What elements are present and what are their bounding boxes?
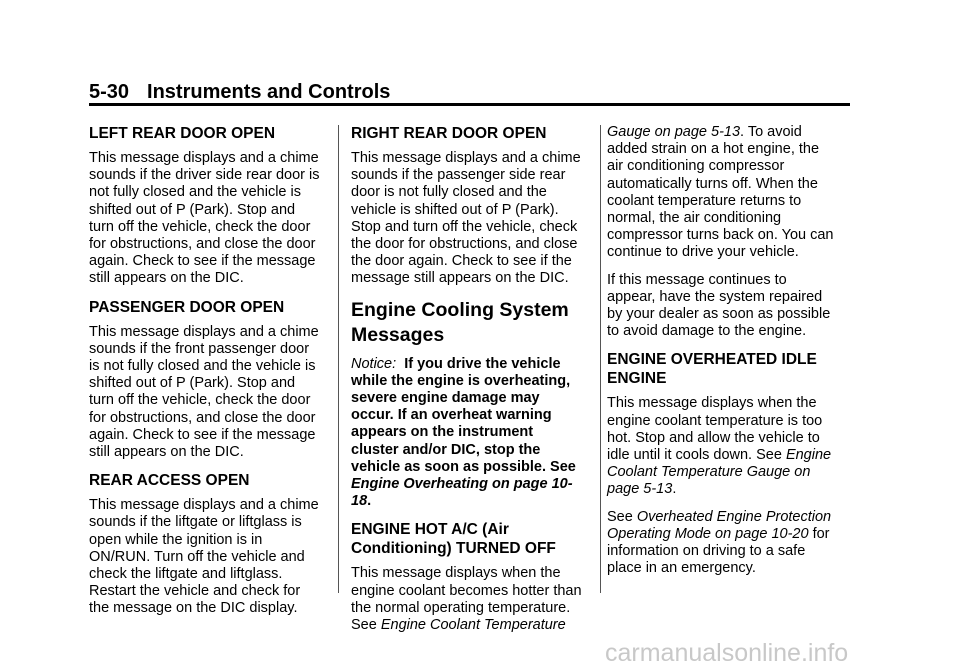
paragraph-rear-access: This message displays and a chime sounds if the liftgate or liftglass is open while the ignition is in ON/RUN. Turn off the vehicle and check the liftgate and liftglass. Restart the vehicle and check for the message on the DIC display. — [89, 497, 319, 617]
paragraph-engine-overheated: This message displays when the engine coolant temperature is too hot. Stop and allow the vehicle to idle until it cools down. See Engine Coolant Temperature Gauge on page 5-13. — [607, 395, 832, 498]
section-passenger-door — [89, 298, 321, 462]
section-left-rear-door — [89, 124, 321, 288]
paragraph-message-continues: If this message continues to appear, have the system repaired by your dealer as soon as possible to avoid damage to the engine. — [607, 271, 831, 340]
watermark: carmanualsonline.info — [605, 639, 849, 667]
heading-rear-access-open: REAR ACCESS OPEN — [89, 472, 250, 490]
column-1 — [89, 124, 321, 628]
notice-label: Notice: — [351, 355, 397, 372]
paragraph-engine-hot: This message displays when the engine coolant becomes hotter than the normal operating temperature. See Engine Coolant Temperature — [351, 565, 582, 634]
gauge-cross-reference: Gauge on page 5-13 — [607, 124, 741, 140]
paragraph-engine-hot-continued: Gauge on page 5-13. To avoid added strain on a hot engine, the air conditioning compressor automatically turns off. When the coolant temperature returns to normal, the air conditioning compressor turns back on. You can continue to drive your vehicle. — [607, 124, 834, 261]
notice-text: If you drive the vehicle while the engine is overheating, severe engine damage may occur. If an overheat warning appears on the instrument cluster and/or DIC, stop the vehicle as soon as possible. See — [351, 355, 576, 475]
protection-mode-cross-reference: Overheated Engine Protection Operating Mode on page 10-20 — [607, 508, 832, 542]
paragraph-passenger-door: This message displays and a chime sounds if the front passenger door is not fully closed and the vehicle is shifted out of P (Park). Stop and turn off the vehicle, check the door for obstructions, and close the door again. Check to see if the message still appears on the DIC. — [89, 323, 319, 461]
heading-engine-overheated-idle-engine: ENGINE OVERHEATED IDLE ENGINE — [607, 351, 817, 388]
heading-engine-cooling-system-messages: Engine Cooling System Messages — [351, 298, 569, 346]
column-divider — [338, 125, 339, 593]
heading-right-rear-door-open: RIGHT REAR DOOR OPEN — [351, 125, 547, 142]
column-divider — [600, 125, 601, 593]
overheated-cross-reference: Engine Coolant Temperature Gauge on page 5-13 — [607, 447, 832, 498]
column-2 — [351, 124, 583, 644]
paragraph-right-rear-door: This message displays and a chime sounds if the passenger side rear door is not fully closed and the vehicle is shifted out of P (Park). Stop and turn off the vehicle, check the door for obstructions, and close the door again. Check to see if the message still appears on the DIC. — [351, 150, 581, 287]
paragraph-left-rear-door: This message displays and a chime sounds if the driver side rear door is not fully closed and the vehicle is shifted out of P (Park). Stop and turn off the vehicle, check the door for obstructions, and close the door again. Check to see if the message still appears on the DIC. — [89, 150, 320, 287]
notice-paragraph: Notice: If you drive the vehicle while the engine is overheating, severe engine damage may occur. If an overheat warning appears on the instrument cluster and/or DIC, stop the vehicle as soon as possible. See Engine Overheating on page 10-18. — [351, 355, 576, 510]
paragraph-protection-mode: See Overheated Engine Protection Operating Mode on page 10-20 for information on driving to a safe place in an emergency. — [607, 508, 832, 577]
header-rule — [89, 103, 850, 106]
column-3 — [607, 124, 839, 587]
engine-hot-cross-reference: Engine Coolant Temperature — [380, 617, 566, 634]
heading-passenger-door-open: PASSENGER DOOR OPEN — [89, 298, 285, 316]
page-number: 5-30 — [89, 81, 130, 103]
section-title: Instruments and Controls — [147, 81, 391, 103]
heading-left-rear-door-open: LEFT REAR DOOR OPEN — [89, 125, 276, 142]
heading-engine-hot-ac-turned-off: ENGINE HOT A/C (Air Conditioning) TURNED OFF — [351, 521, 556, 558]
section-right-rear-door — [351, 124, 583, 288]
page-header — [89, 81, 849, 105]
section-rear-access — [89, 471, 321, 617]
notice-cross-reference: Engine Overheating on page 10-18 — [351, 476, 573, 510]
